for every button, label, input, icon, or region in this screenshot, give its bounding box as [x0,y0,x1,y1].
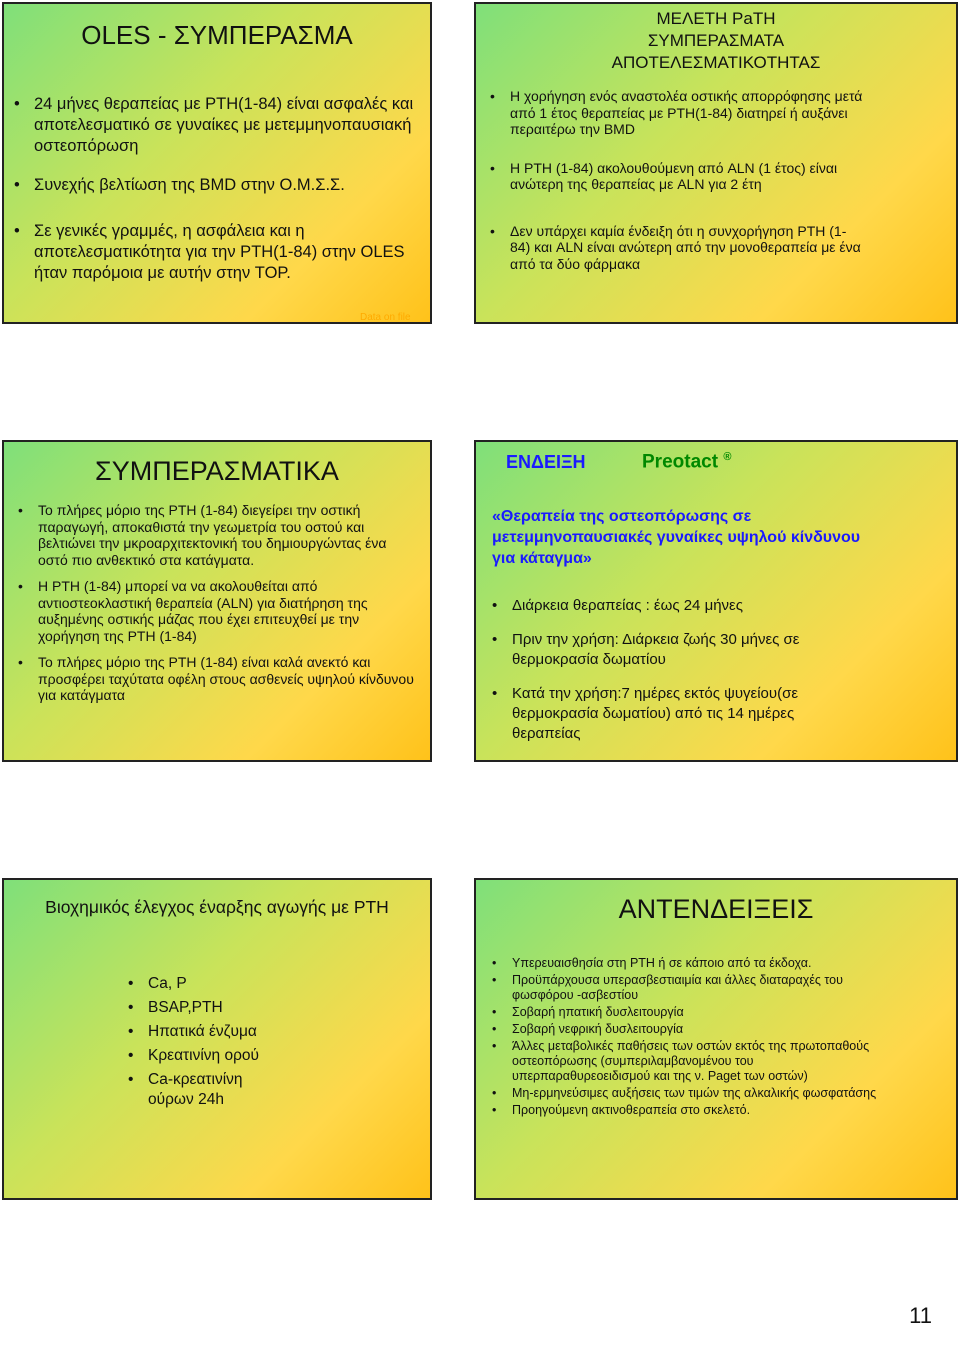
slide-title: OLES - ΣΥΜΠΕΡΑΣΜΑ [81,20,353,50]
slide-biochemical-check [2,878,432,1200]
bullet-icon: • [18,578,23,594]
bullet-list [486,956,886,1118]
bullet-icon: • [492,1022,497,1036]
slide-title: Βιοχημικός έλεγχος έναρξης αγωγής με PTH [45,897,389,917]
list-item: • Πριν την χρήση: Διάρκεια ζωής 30 μήνες σε θερμοκρασία δωματίου [492,631,800,668]
bullet-icon: • [490,222,495,239]
bullet-icon: • [490,88,495,104]
data-on-file-note: Data on file [360,312,411,323]
bullet-icon: • [128,1047,134,1064]
slide-indication-preotact [474,440,958,762]
list-item: • Σοβαρή ηπατική δυσλειτουργία [492,1005,684,1019]
bullet-icon: • [492,597,498,614]
slide-conclusions [2,440,432,762]
indication-quote: «Θεραπεία της οστεοπόρωσης σε μετεμμηνοπαυσιακές γυναίκες υψηλού κίνδυνου για κάταγμα» [492,508,861,567]
list-item: • Άλλες μεταβολικές παθήσεις των οστών εκτός της πρωτοπαθούς οστεοπόρωσης (συμπεριλαμβανομένου του υπερπαραθυρεοειδισμού και της ν. Paget των οστών) [492,1039,870,1083]
list-item: • Υπερευαισθησία στη PTH ή σε κάποιο από τα έκδοχα. [492,956,812,970]
indication-label: ΕΝΔΕΙΞΗ [506,452,586,472]
slide-oles-conclusion [2,2,432,324]
slide-title: ΑΝΤΕΝΔΕΙΞΕΙΣ [618,894,814,924]
list-item: • Σοβαρή νεφρική δυσλειτουργία [492,1022,684,1036]
list-item: • 24 μήνες θεραπείας με PTH(1-84) είναι ασφαλές και αποτελεσματικό σε γυναίκες με μετεμμηνοπαυσιακή οστεοπόρωση [14,95,414,155]
list-item: • Το πλήρες μόριο της PTH (1-84) διεγείρει την οστική παραγωγή, αποκαθιστά την γεωμετρία του οστού και βελτιώνει την μκροαρχιτεκτονική του δημιουργώντας ένα οστό πιο ανθεκτικό στα κατάγματα. [18,502,387,568]
bullet-list [122,974,322,1110]
bullet-icon: • [492,1086,497,1100]
bullet-icon: • [14,222,20,240]
registered-icon: ® [723,451,732,463]
list-item: • Συνεχής βελτίωση της BMD στην Ο.Μ.Σ.Σ. [14,176,345,194]
slide-path-study [474,2,958,324]
bullet-icon: • [492,1039,497,1053]
list-item: • Προϋπάρχουσα υπερασβεστιαιμία και άλλες διαταραχές του φωσφόρου -ασβεστίου [492,973,843,1002]
list-item: • Σε γενικές γραμμές, η ασφάλεια και η αποτελεσματικότητα για την PTH(1-84) στην OLES ήταν παρόμοια με αυτήν στην TOP. [14,222,405,282]
list-item: • Προηγούμενη ακτινοθεραπεία στο σκελετό. [492,1103,751,1117]
bullet-icon: • [128,999,134,1016]
bullet-icon: • [492,973,497,987]
bullet-icon: • [128,975,134,992]
list-item: • Κατά την χρήση:7 ημέρες εκτός ψυγείου(σε θερμοκρασία δωματίου) από τις 14 ημέρες θεραπείας [492,685,799,742]
page-number: 11 [909,1303,932,1328]
bullet-icon: • [128,1071,134,1088]
list-item: • Ca-κρεατινίνη ούρων 24h [128,1071,243,1108]
bullet-icon: • [18,654,23,670]
bullet-icon: • [492,956,497,970]
title-line: ΣΥΜΠΕΡΑΣΜΑΤΑ [647,31,785,50]
bullet-icon: • [492,1005,497,1019]
bullet-icon: • [492,685,498,702]
list-item: • Δεν υπάρχει καμία ένδειξη ότι η συνχορήγηση PTH (1-84) και ALN είναι ανώτερη από την μονοθεραπεία με ένα από τα δύο φάρμακα [490,222,861,272]
bullet-icon: • [14,95,20,113]
brand-name: Preotact ® [642,451,732,473]
bullet-list [12,502,417,704]
bullet-icon: • [492,631,498,648]
list-item: • Η PTH (1-84) μπορεί να να ακολουθείται από αντιοστεοκλαστική θεραπεία (ALN) για διατήρηση της αυξημένης οστικής μάζας που έχει επιτευχθεί με την χορήγηση της PTH (1-84) [18,578,368,644]
list-item: • Ca, P [128,975,187,992]
title-line: ΜΕΛΕΤΗ PaTH [656,9,776,28]
list-item: • Ηπατικά ένζυμα [128,1023,257,1040]
slide-contraindications [474,878,958,1200]
bullet-icon: • [490,159,495,176]
bullet-list [8,94,423,284]
list-item: • Κρεατινίνη ορού [128,1047,259,1064]
bullet-list [486,596,866,744]
title-line: ΑΠΟΤΕΛΕΣΜΑΤΙΚΟΤΗΤΑΣ [611,53,821,72]
bullet-icon: • [14,176,20,194]
list-item: • Το πλήρες μόριο της PTH (1-84) είναι καλά ανεκτό και προσφέρει ταχύτατα οφέλη στους ασθενείς υψηλού κίνδυνου για κατάγματα [18,654,414,703]
bullet-icon: • [18,502,23,518]
list-item: • Η PTH (1-84) ακολουθούμενη από ALN (1 έτος) είναι ανώτερη της θεραπείας με ALN για 2 έτη [490,159,838,192]
list-item: • BSAP,PTH [128,999,223,1016]
slide-title [476,8,956,74]
bullet-list [484,88,864,272]
list-item: • Μη-ερμηνεύσιμες αυξήσεις των τιμών της αλκαλικής φωσφατάσης [492,1086,877,1100]
bullet-icon: • [128,1023,134,1040]
bullet-icon: • [492,1103,497,1117]
list-item: • Διάρκεια θεραπείας : έως 24 μήνες [492,597,743,614]
slide-title: ΣΥΜΠΕΡΑΣΜΑΤΙΚΑ [95,456,339,486]
list-item: • Η χορήγηση ενός αναστολέα οστικής απορρόφησης μετά από 1 έτος θεραπείας με PTH(1-84) διατηρεί ή αυξάνει περαιτέρω την BMD [490,88,863,137]
